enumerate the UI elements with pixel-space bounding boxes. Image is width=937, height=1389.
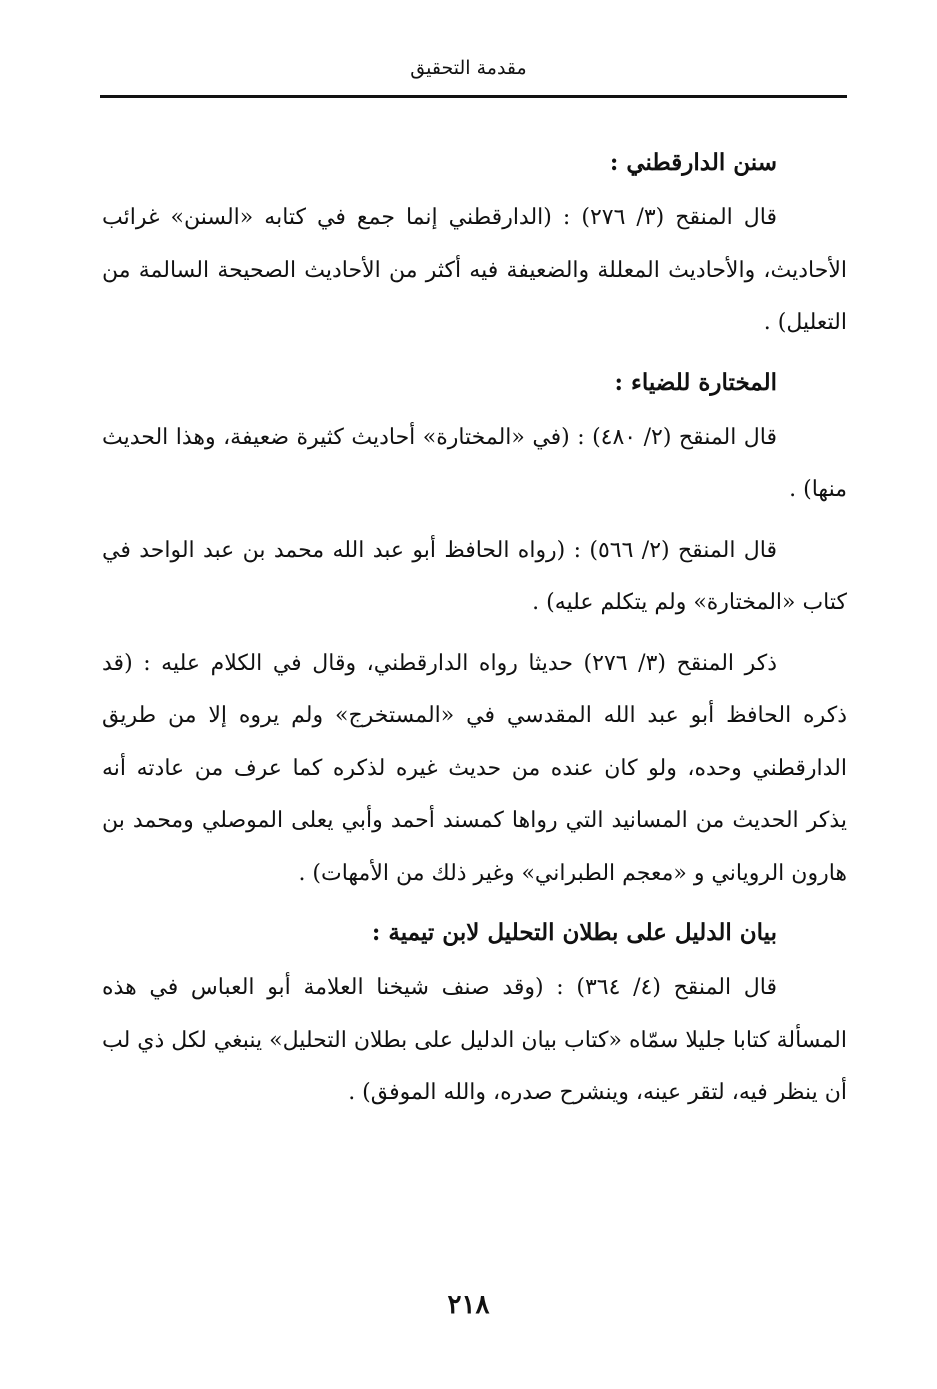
section-heading-mukhtara: المختارة للضياء :	[614, 368, 777, 396]
paragraph: قال المنقح (٤/ ٣٦٤) : (وقد صنف شيخنا العلامة أبو العباس في هذه المسألة كتابا جليلا سمّاه «كتاب بيان الدليل على بطلان التحليل» ينبغي لكل ذي لب أن ينظر فيه، لتقر عينه، وينشرح صدره، والله الموفق) .	[101, 975, 847, 1105]
paragraph: ذكر المنقح (٣/ ٢٧٦) حديثا رواه الدارقطني، وقال في الكلام عليه : (قد ذكره الحافظ أبو عبد الله المقدسي في «المستخرج» ولم يروه إلا من طريق الدارقطني وحده، ولو كان عنده من حديث غيره لذكره كما عرف من عادته أنه يذكر الحديث من المسانيد التي رواها كمسند أحمد وأبي يعلى الموصلي ومحمد بن هارون الروياني و «معجم الطبراني» وغير ذلك من الأمهات) .	[102, 650, 847, 886]
body-text	[102, 138, 847, 1128]
running-header: مقدمة التحقيق	[410, 57, 527, 79]
paragraph: قال المنقح (٣/ ٢٧٦) : (الدارقطني إنما جمع في كتابه «السنن» غرائب الأحاديث، والأحاديث المعللة والضعيفة فيه أكثر من الأحاديث الصحيحة السالمة من التعليل) .	[102, 205, 847, 335]
page-number: ٢١٨	[447, 1290, 490, 1320]
header-rule	[100, 95, 847, 98]
paragraph: قال المنقح (٢/ ٥٦٦) : (رواه الحافظ أبو عبد الله محمد بن عبد الواحد في كتاب «المختارة» ولم يتكلم عليه) .	[102, 537, 847, 615]
section-heading-bayan-al-dalil: بيان الدليل على بطلان التحليل لابن تيمية :	[371, 919, 777, 946]
paragraph: قال المنقح (٢/ ٤٨٠) : (في «المختارة» أحاديث كثيرة ضعيفة، وهذا الحديث منها) .	[102, 424, 847, 502]
section-heading-sunan-daraqutni: سنن الدارقطني :	[609, 149, 777, 176]
